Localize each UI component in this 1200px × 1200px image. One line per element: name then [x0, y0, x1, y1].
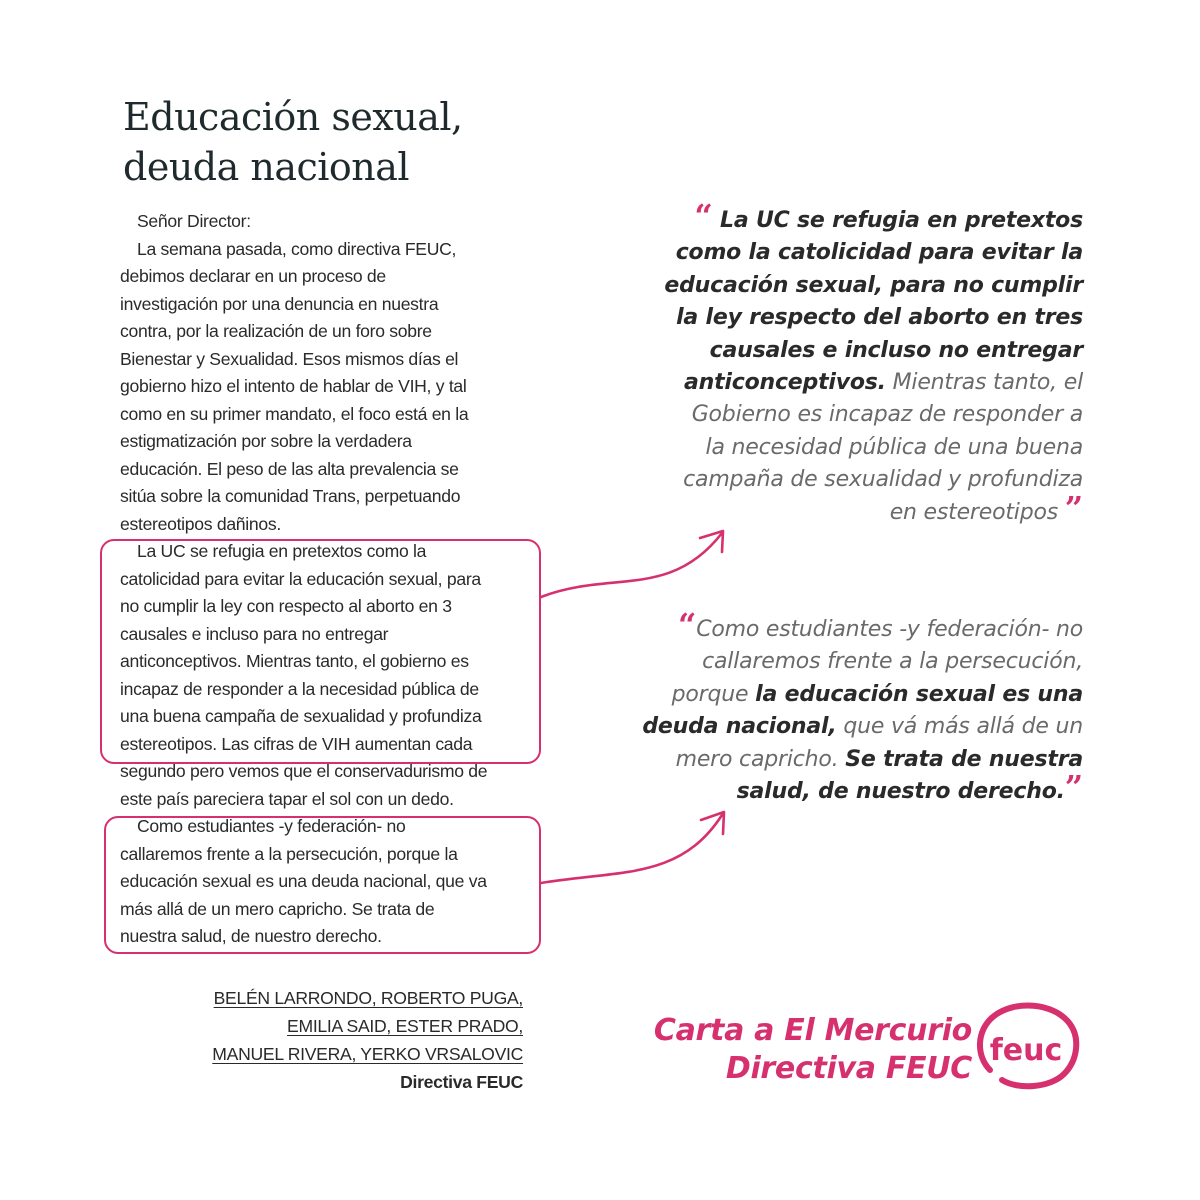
- open-quote-icon: “: [694, 197, 713, 235]
- quote-line: la ley respecto del aborto en tres: [676, 305, 1083, 331]
- letter-line: más allá de un mero capricho. Se trata de: [120, 898, 435, 919]
- quote-line: Como estudiantes -y federación- no: [696, 617, 1083, 642]
- quote-line: La UC se refugia en pretextos: [720, 208, 1083, 233]
- letter-line: estereotipos. Las cifras de VIH aumentan cada: [120, 733, 473, 754]
- brand-caption: [654, 1012, 972, 1088]
- close-quote-icon: ”: [1064, 768, 1083, 807]
- letter-line: este país pareciera tapar el sol con un dedo.: [120, 788, 454, 809]
- headline-line: Educación sexual,: [123, 95, 463, 139]
- headline-line: deuda nacional: [123, 145, 410, 189]
- signer-line: MANUEL RIVERA, YERKO VRSALOVIC: [212, 1044, 523, 1064]
- letter-line: no cumplir la ley con respecto al aborto en 3: [120, 596, 452, 616]
- quote-line: campaña de sexualidad y profundiza: [683, 467, 1083, 493]
- letter-line: catolicidad para evitar la educación sexual, para: [120, 568, 481, 589]
- arrowhead-icon: [701, 812, 724, 834]
- letter-line: estereotipos dañinos.: [120, 513, 281, 534]
- letter-line: La UC se refugia en pretextos como la: [137, 541, 427, 561]
- letter-line: segundo pero vemos que el conservadurismo de: [120, 761, 488, 781]
- headline: [123, 92, 463, 192]
- letter-line: La semana pasada, como directiva FEUC,: [137, 238, 457, 259]
- letter-line: callaremos frente a la persecución, porque la: [120, 843, 458, 864]
- letter-line: una buena campaña de sexualidad y profundiza: [120, 706, 482, 726]
- pull-quote-2: [642, 606, 1083, 808]
- letter-line: incapaz de responder a la necesidad pública de: [120, 678, 479, 699]
- brand-line: Directiva FEUC: [725, 1051, 972, 1086]
- letter-line: anticonceptivos. Mientras tanto, el gobierno es: [120, 651, 469, 671]
- signer-organization: Directiva FEUC: [400, 1072, 523, 1092]
- signer-line: BELÉN LARRONDO, ROBERTO PUGA,: [213, 988, 523, 1008]
- quote-line: que vá más allá de un: [836, 714, 1083, 740]
- arrow-to-quote-1: [541, 533, 722, 597]
- letter-line: gobierno hizo el intento de hablar de VIH, y tal: [120, 376, 467, 396]
- letter-line: Señor Director:: [137, 211, 251, 231]
- letter-line: investigación por una denuncia en nuestra: [120, 293, 439, 314]
- quote-line: salud, de nuestro derecho.: [736, 779, 1065, 805]
- letter-line: causales e incluso para no entregar: [120, 623, 389, 644]
- quote-line: Se trata de nuestra: [845, 746, 1083, 772]
- letter-line: educación. El peso de las alta prevalencia se: [120, 458, 459, 479]
- quote-line: la educación sexual es una: [755, 681, 1083, 707]
- logo-text: feuc: [989, 1033, 1063, 1068]
- quote-line: la necesidad pública de una buena: [705, 434, 1083, 460]
- arrow-to-quote-2: [541, 815, 722, 883]
- letter-line: sitúa sobre la comunidad Trans, perpetuando: [120, 486, 461, 506]
- pull-quote-1: [664, 197, 1083, 529]
- highlight-box-quote-2: [104, 816, 541, 954]
- letter-line: estigmatización por sobre la verdadera: [120, 431, 412, 451]
- arrowhead-icon: [700, 531, 723, 552]
- quote-line: porque: [671, 681, 756, 707]
- letter-line: Bienestar y Sexualidad. Esos mismos días el: [120, 348, 459, 369]
- quote-line: educación sexual, para no cumplir: [664, 272, 1083, 298]
- letter-line: Como estudiantes -y federación- no: [137, 816, 406, 836]
- quote-line: callaremos frente a la persecución,: [702, 649, 1083, 675]
- letter-line: como en su primer mandato, el foco está en la: [120, 403, 469, 424]
- quote-line: Gobierno es incapaz de responder a: [691, 402, 1083, 428]
- open-quote-icon: “: [677, 606, 697, 644]
- quote-line: como la catolicidad para evitar la: [675, 240, 1083, 266]
- letter-line: contra, por la realización de un foro sobre: [120, 321, 432, 341]
- quote-line: causales e incluso no entregar: [709, 337, 1083, 363]
- brand-line: Carta a El Mercurio: [653, 1013, 972, 1048]
- quote-line: en estereotipos: [889, 499, 1058, 525]
- letter-line: debimos declarar en un proceso de: [120, 266, 386, 286]
- close-quote-icon: ”: [1064, 488, 1083, 527]
- signatories: [212, 984, 523, 1096]
- quote-line: mero capricho.: [675, 746, 846, 772]
- quote-line: deuda nacional,: [642, 714, 837, 740]
- quote-line: Mientras tanto, el: [885, 370, 1083, 396]
- signer-line: EMILIA SAID, ESTER PRADO,: [287, 1016, 523, 1036]
- letter-line: nuestra salud, de nuestro derecho.: [120, 926, 382, 946]
- quote-line: anticonceptivos.: [683, 370, 886, 396]
- highlight-box-quote-1: [100, 539, 541, 764]
- feuc-logo: [968, 1000, 1086, 1092]
- letter-line: educación sexual es una deuda nacional, que va: [120, 871, 487, 891]
